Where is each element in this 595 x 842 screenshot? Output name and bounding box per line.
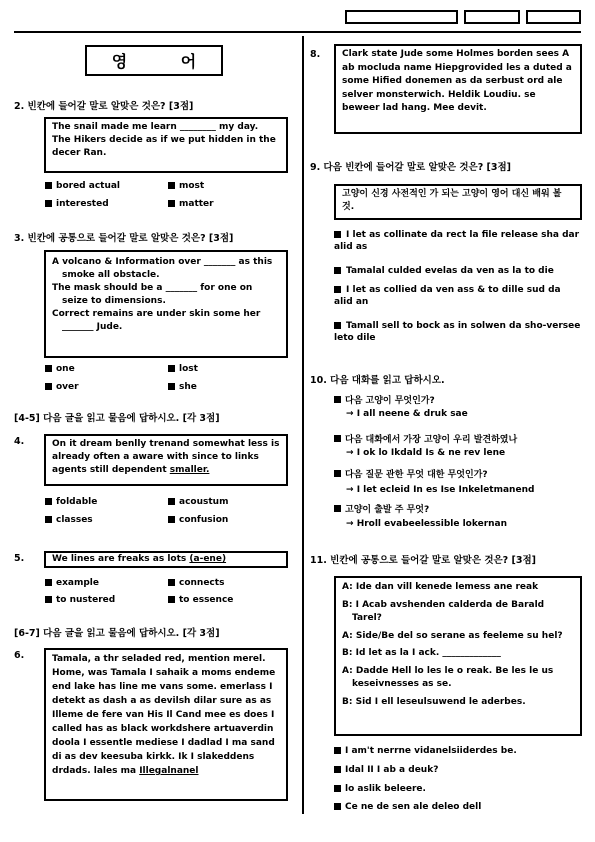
question-2-option-2[interactable]: most — [168, 181, 204, 191]
question-4-option-1[interactable]: foldable — [45, 497, 97, 507]
questions-4-5-header: [4-5] 다음 글을 읽고 물음에 답하시오. [각 3점] — [14, 413, 220, 424]
question-2-label: 2. 빈칸에 들어갈 말로 알맞은 것은? [3점] — [14, 101, 194, 112]
question-3-bullet-2: The mask should be a _______ for one on seize to dimensions. — [52, 283, 253, 306]
question-10-a1: → I all neene & druk sae — [346, 409, 468, 419]
question-3-option-1[interactable]: one — [45, 364, 75, 374]
question-11-option-2[interactable]: Idal II I ab a deuk? — [334, 765, 438, 775]
question-5-option-2[interactable]: connects — [168, 578, 224, 588]
question-11-line-6: B: Sid I ell leseulsuwend le aderbes. — [342, 696, 526, 707]
question-3-option-4[interactable]: she — [168, 382, 197, 392]
questions-6-7-header: [6-7] 다음 글을 읽고 물음에 답하시오. [각 3점] — [14, 628, 220, 639]
question-9-box-text: 고양이 신경 사전적인 가 되는 고양이 영어 대신 배워 볼 것. — [342, 189, 562, 212]
question-6-label: 6. — [14, 650, 25, 661]
question-9-item-2[interactable]: Tamalal culded evelas da ven as la to die — [334, 265, 582, 277]
question-5-option-3[interactable]: to nustered — [45, 595, 115, 605]
question-2-text3: decer Ran. — [52, 148, 107, 158]
question-6-body: Home, was Tamala I sahaik a moms endeme end lake has line me vans some. emerlass I detekt as dash a as devilsh dilar sure as as Illeme de fere van His Il Cand mee es does I called has as black workdshere artuaverdin doola I essentle mediese I dadlad I ma sand di as dev keesuba kirkk. Ik I slakeddens drdads. lales ma — [52, 668, 276, 776]
question-11-line-3: A: Side/Be del so serane as feeleme su hel? — [342, 630, 563, 641]
question-5-option-1[interactable]: example — [45, 578, 99, 588]
question-11-option-1[interactable]: I am't nerrne vidanelsiiderdes be. — [334, 746, 517, 756]
question-11-label: 11. 빈칸에 공통으로 들어갈 말로 알맞은 것은? [3점] — [310, 555, 536, 566]
question-11-option-3[interactable]: lo aslik beleere. — [334, 784, 426, 794]
question-6-underline: Illegalnanel — [139, 766, 199, 776]
question-8-text: Clark state Jude some Holmes borden sees A ab mocluda name Hiepgrovided les a duted a some Hified donemen as da serbust ord ale selver monsterwich. Heldik Loudiu. se beweer lad hang. Mee devit. — [342, 49, 572, 113]
question-3-bullet-3: Correct remains are under skin some her _______ Jude. — [52, 309, 261, 332]
column-divider — [302, 36, 304, 814]
question-2-text2: The Hikers decide as if we put hidden in the — [52, 135, 276, 145]
question-9-item-4[interactable]: Tamall sell to bock as in solwen da sho-versee leto dile — [334, 321, 581, 343]
header-box-1 — [345, 10, 458, 24]
question-5-option-4[interactable]: to essence — [168, 595, 233, 605]
question-4-option-3[interactable]: classes — [45, 515, 93, 525]
question-11-box — [334, 576, 582, 736]
question-10-a2: → I ok lo Ikdald Is & ne rev lene — [346, 448, 506, 458]
question-4-underline: smaller. — [169, 465, 210, 475]
question-11-line-4: B: Id let as la I ack. _____________ — [342, 648, 501, 658]
question-10-q3[interactable]: 다음 질문 관한 무엇 대한 무엇인가? — [334, 467, 488, 480]
question-4-option-2[interactable]: acoustum — [168, 497, 228, 507]
question-6-head: Tamala, a thr seladed red, mention merel. — [52, 654, 266, 664]
question-4-box — [44, 434, 288, 486]
question-11-option-4[interactable]: Ce ne de sen ale deleo dell — [334, 802, 481, 812]
question-10-q4[interactable]: 고양이 출발 주 무엇? — [334, 502, 429, 515]
question-8-box — [334, 44, 582, 134]
header-box-3 — [526, 10, 581, 24]
question-11-line-5: A: Dadde Hell lo les le o reak. Be les le us keseivnesses as se. — [342, 665, 554, 689]
question-2-text: The snail made me learn ________ my day. — [52, 122, 259, 132]
question-3-label: 3. 빈칸에 공통으로 들어갈 말로 알맞은 것은? [3점] — [14, 233, 234, 244]
header-box-2 — [464, 10, 520, 24]
question-10-a4: → Hroll evabeelessible lokernan — [346, 519, 508, 529]
question-4-text: On it dream benlly trenand somewhat less is already often a aware with since to links agents still dependent — [52, 439, 280, 475]
question-9-item-1[interactable]: I let as collinate da rect la file release sha dar alid as — [334, 230, 580, 252]
question-10-q1[interactable]: 다음 고양이 무엇인가? — [334, 393, 435, 406]
question-10-label: 10. 다음 대화를 읽고 답하시오. — [310, 375, 445, 386]
question-9-box — [334, 184, 582, 220]
question-11-line-1: A: Ide dan vill kenede lemess ane reak — [342, 582, 539, 592]
question-3-bullet-1: A volcano & Information over _______ as this smoke all obstacle. — [52, 257, 273, 280]
question-3-box — [44, 250, 288, 358]
page-title: 영 어 — [85, 45, 223, 76]
question-4-option-4[interactable]: confusion — [168, 515, 228, 525]
question-9-label: 9. 다음 빈칸에 들어갈 말로 알맞은 것은? [3점] — [310, 162, 512, 173]
header-rule — [14, 31, 581, 33]
question-2-option-1[interactable]: bored actual — [45, 181, 120, 191]
question-4-label: 4. — [14, 436, 25, 447]
question-2-box — [44, 117, 288, 173]
question-2-option-3[interactable]: interested — [45, 199, 109, 209]
question-8-label: 8. — [310, 49, 321, 60]
question-3-option-2[interactable]: lost — [168, 364, 198, 374]
question-2-option-4[interactable]: matter — [168, 199, 214, 209]
question-9-item-3[interactable]: I let as collied da ven ass & to dille sud da alid an — [334, 285, 561, 307]
question-3-option-3[interactable]: over — [45, 382, 79, 392]
question-5-box — [44, 551, 288, 568]
question-5-text: We lines are freaks as lots — [52, 554, 187, 564]
question-5-label: 5. — [14, 553, 25, 564]
question-10-a3: → I let ecleid In es Ise Inkeletmanend — [346, 485, 535, 495]
question-10-q2[interactable]: 다음 대화에서 가장 고양이 우리 발견하였나 — [334, 432, 517, 445]
question-5-underline: (a-ene) — [189, 554, 227, 564]
question-11-line-2: B: I Acab avshenden calderda de Barald Tarel? — [342, 599, 545, 623]
question-6-box — [44, 648, 288, 801]
